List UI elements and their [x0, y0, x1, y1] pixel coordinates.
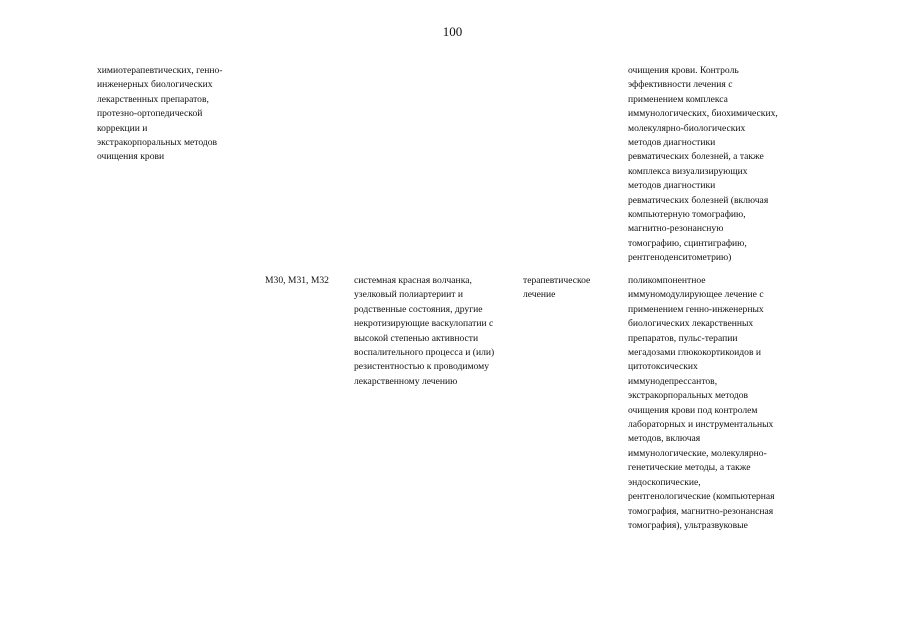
row2-icd-code: M30, M31, M32: [265, 275, 329, 286]
row2-treatment-type: терапевтическое лечение: [523, 275, 591, 301]
row2-disease-text: системная красная волчанка, узелковый полиартериит и родственные состояния, другие некротизирующие васкулопатии с высокой степенью активности воспалительного процесса и (или) резистентностью к проводимому лекарственному лечению: [354, 275, 495, 387]
page-number: 100: [442, 24, 463, 39]
row1-method-text: очищения крови. Контроль эффективности лечения с применением комплекса иммунологических, биохимических, молекулярно-биологических методов диагностики ревматических болезней, а также комплекса визуализирующих методов диагностики ревматических болезней (включая компьютерную томографию, магнитно-резонансную томографию, сцинтиграфию, рентгеноденситометрию): [628, 65, 778, 264]
row1-continuation-text: химиотерапевтических, генно- инженерных биологических лекарственных препаратов, протезно-ортопедической коррекции и экстракорпоральных методов очищения крови: [97, 65, 223, 163]
row2-method-text: поликомпонентное иммуномодулирующее лечение с применением генно-инженерных биологических лекарственных препаратов, пульс-терапии мегадозами глюкокортикоидов и цитотоксических иммунодепрессантов, экстракорпоральных методов очищения крови под контролем лабораторных и инструментальных методов, включая иммунологические, молекулярно- генетические методы, а также эндоскопические, рентгенологические (компьютерная томография, магнитно-резонансная томография), ультразвуковые: [628, 275, 775, 531]
